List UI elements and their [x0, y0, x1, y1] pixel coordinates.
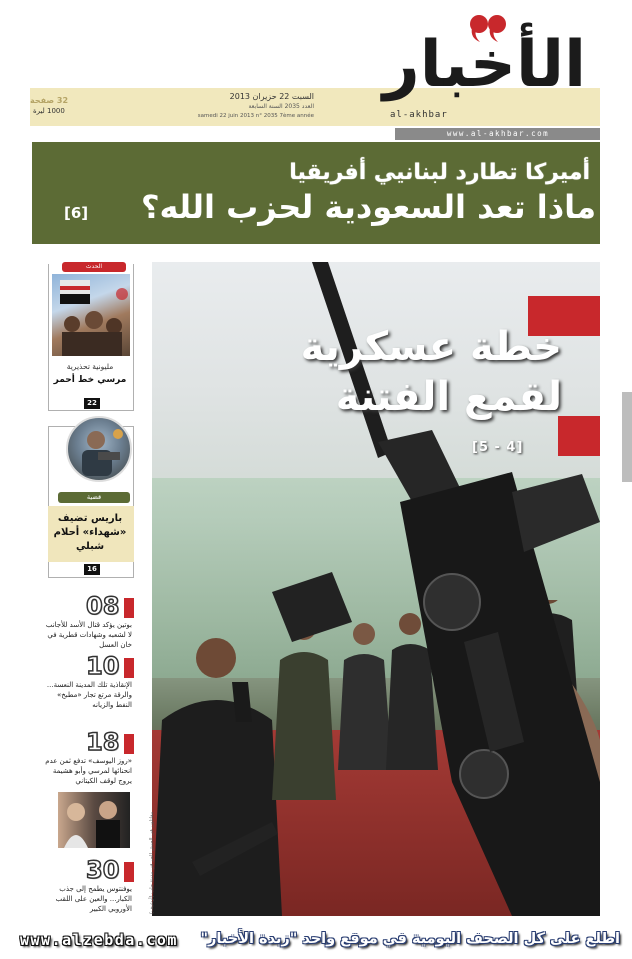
footer-url-link[interactable]: www.alzebda.com — [20, 931, 178, 949]
celebrity-photo-art — [58, 792, 130, 848]
card-page-number: 22 — [84, 398, 100, 409]
card-title[interactable]: مرسي خط أحمر — [53, 375, 127, 385]
celebrity-photo — [58, 792, 130, 848]
main-story-title[interactable] — [301, 322, 562, 422]
website-url[interactable]: www.al-akhbar.com — [446, 129, 550, 138]
page-count: 32 صفحة — [30, 96, 69, 105]
teaser-text[interactable]: «روز اليوسف» تدفع ثمن عدم انحنائها لمرسي وأبو هشيمة يروج لوقف الكيتاني — [45, 757, 132, 785]
issue-number-arabic: العدد 2035 السنة السابعة — [248, 103, 314, 110]
issue-date-arabic: السبت 22 حزيران 2013 — [229, 92, 314, 101]
page-edge-tab — [622, 392, 632, 482]
footer-promo: اطلع على كل الصحف اليومية في موقع واحد "زبدة الأخبار" — [200, 931, 620, 947]
teaser-number: 18 — [86, 728, 120, 756]
headline-page-ref: [6] — [64, 204, 89, 222]
teaser-marker — [124, 598, 134, 618]
logo-arabic: الأخبار — [382, 28, 586, 102]
protest-photo-art — [52, 274, 130, 356]
teaser-number: 08 — [86, 592, 120, 620]
main-story-title-line2: لقمع الفتنة — [335, 374, 562, 420]
portrait-photo-art — [68, 418, 130, 480]
headline-title[interactable]: ماذا تعد السعودية لحزب الله؟ — [140, 188, 596, 226]
teaser-marker — [124, 734, 134, 754]
card-tag-label: قضية — [86, 493, 102, 501]
teaser-text[interactable]: بوتين يؤكد قتال الأسد للأجانب لا لشعبه وشهادات قطرية في خان العسل — [45, 621, 132, 649]
card-title[interactable]: باريس تضيف «شهداء» أحلام شبلي — [53, 513, 127, 552]
issue-date-french: samedi 22 juin 2013 n° 2035 7ème année — [197, 113, 314, 119]
main-story-page-ref: [5 - 4] — [472, 440, 524, 455]
photo-credit: مقاتلون في الجيش الحر في مدينة حلب (أرشيف) — [149, 811, 155, 914]
price: 1000 ليرة — [33, 107, 65, 115]
protest-photo — [52, 274, 130, 356]
teaser-number: 30 — [86, 856, 120, 884]
teaser-number: 10 — [86, 652, 120, 680]
headline-kicker: أميركا تطارد لبنانيي أفريقيا — [289, 160, 590, 185]
teaser-text[interactable]: الإنقاذية تلك المدينة النعسة... والرقة مرتع تجار «مطبخ» النفط والزيانه — [46, 681, 132, 709]
card-subtitle: مليونية تحذيرية — [66, 362, 114, 371]
teaser-text[interactable]: يوفنتوس يطمح إلى جذب الكبار... والعين على اللقب الأوروبي الكبير — [55, 885, 132, 913]
teaser-marker — [124, 658, 134, 678]
logo-latin: al-akhbar — [390, 110, 448, 120]
main-story-title-line1: خطة عسكرية — [300, 324, 562, 370]
teaser-marker — [124, 862, 134, 882]
portrait-photo — [66, 416, 132, 482]
card-page-number: 16 — [84, 564, 100, 575]
card-tag-label: الحدث — [85, 263, 103, 270]
